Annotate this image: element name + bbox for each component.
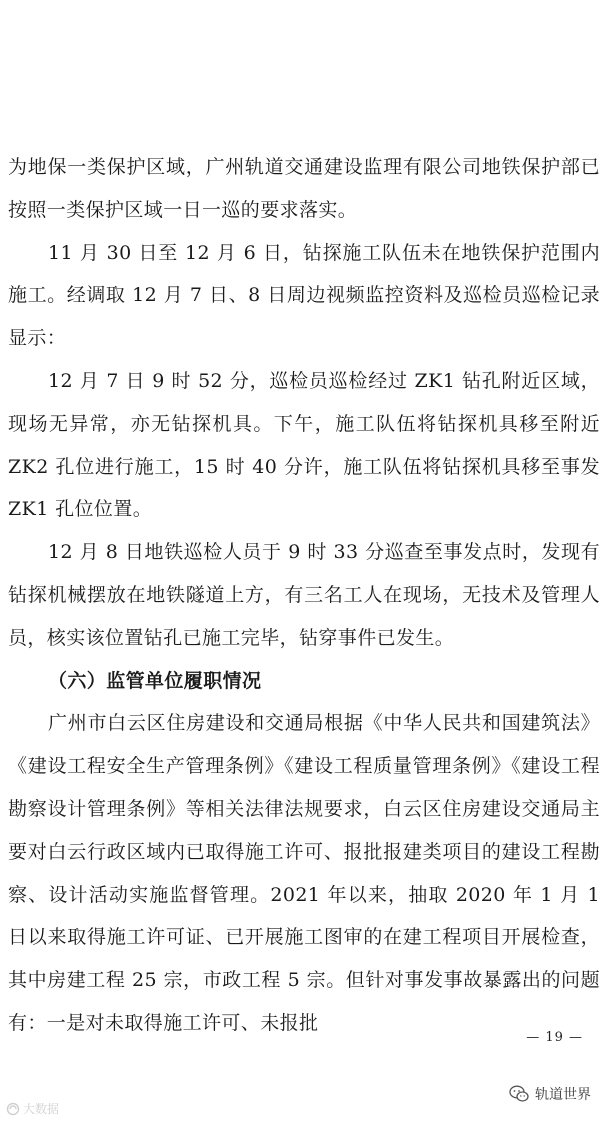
paragraph-4: 12 月 8 日地铁巡检人员于 9 时 33 分巡查至事发点时，发现有钻探机械摆放在地铁隧道上方，有三名工人在现场，无技术及管理人员，核实该位置钻孔已施工完毕，钻穿事件已发生。 [8, 541, 600, 649]
paragraph-2: 11 月 30 日至 12 月 6 日，钻探施工队伍未在地铁保护范围内施工。经调取 12 月 7 日、8 日周边视频监控资料及巡检员巡检记录显示： [8, 241, 600, 350]
paragraph-1: 为地保一类保护区域，广州轨道交通建设监理有限公司地铁保护部已按照一类保护区域一日一巡的要求落实。 [8, 156, 600, 221]
watermark-left-text: 大数据 [23, 1102, 60, 1116]
page-number: — 19 — [526, 1030, 583, 1045]
wechat-icon [509, 1085, 529, 1103]
swirl-logo-icon [6, 1102, 20, 1116]
watermark-right [509, 1084, 591, 1104]
paragraph-5: 广州市白云区住房建设和交通局根据《中华人民共和国建筑法》《建设工程安全生产管理条例》《建设工程质量管理条例》《建设工程勘察设计管理条例》等相关法律法规要求，白云区住房建设交通局主要对白云行政区域内已取得施工许可、报批报建类项目的建设工程勘察、设计活动实施监督管理。2021 年以来，抽取 2020 年 1 月 1 日以来取得施工许可证、已开展施工图审的在建工程项目开展检查，其中房建工程 25 宗，市政工程 5 宗。但针对事发事故暴露出的问题有：一是对未取得施工许可、未报批 [8, 712, 600, 1034]
paragraph-3: 12 月 7 日 9 时 52 分，巡检员巡检经过 ZK1 钻孔附近区域，现场无异常，亦无钻探机具。下午，施工队伍将钻探机具移至附近 ZK2 孔位进行施工，15 时 40 分许，施工队伍将钻探机具移至事发 ZK1 孔位位置。 [8, 369, 600, 521]
watermark-right-text: 轨道世界 [535, 1087, 591, 1103]
watermark-left [6, 1100, 59, 1117]
section-heading: （六）监管单位履职情况 [48, 669, 262, 692]
document-body [8, 146, 600, 1045]
